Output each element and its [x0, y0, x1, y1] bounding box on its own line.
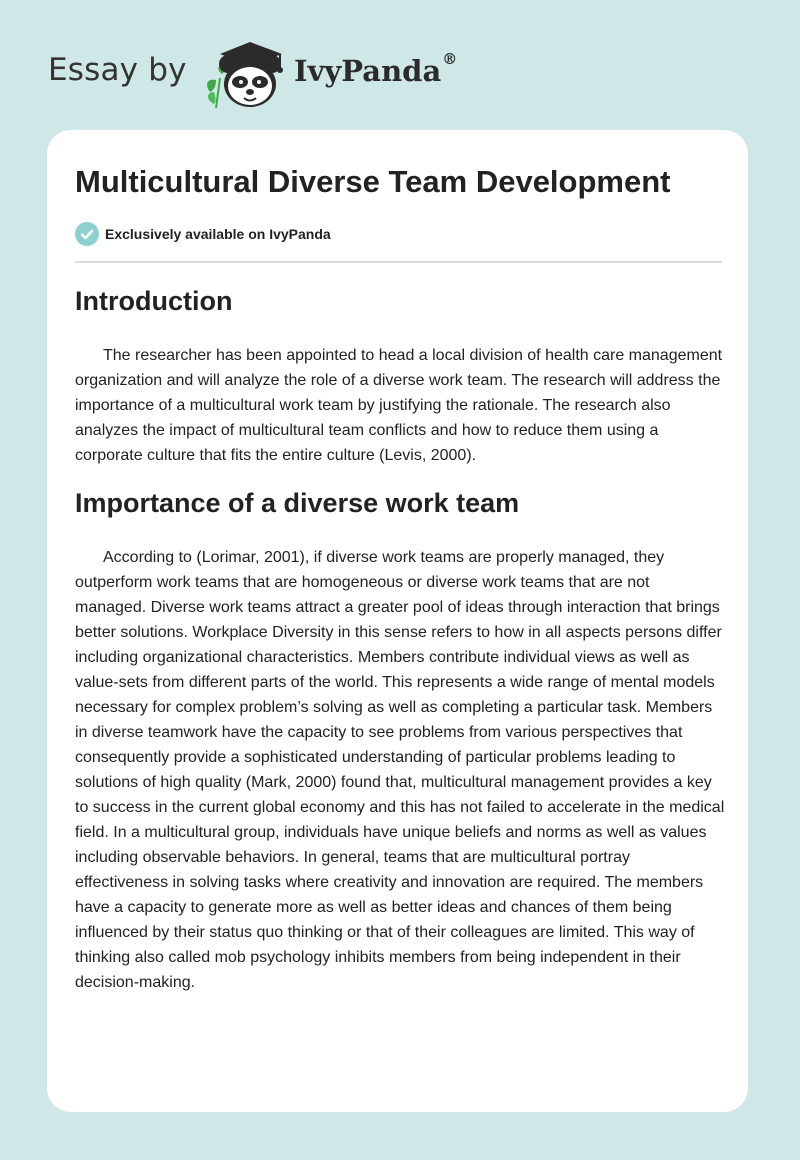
panda-logo-icon: [202, 34, 292, 110]
essay-title: Multicultural Diverse Team Development: [75, 164, 671, 199]
exclusive-badge-label: Exclusively available on IvyPanda: [105, 226, 331, 242]
registered-mark: ®: [442, 50, 458, 68]
exclusive-badge: [75, 222, 331, 246]
section-body-importance: According to (Lorimar, 2001), if diverse work teams are properly managed, they outperform work teams that are homogeneous or diverse work teams that are not managed. Diverse work teams attract a greater pool of ideas through interaction that brings better solutions. Workplace Diversity in this sense refers to how in all aspects persons differ including organizational characteristics. Members contribute individual views as well as value-sets from different parts of the world. This represents a wide range of mental models necessary for complex problem’s solving as well as completing a particular task. Members in diverse teamwork have the capacity to see problems from various perspectives that consequently provide a sophisticated understanding of particular problems leading to solutions of high quality (Mark, 2000) found that, multicultural management provides a key to success in the current global economy and this has not failed to accelerate in the medical field. In a multicultural group, individuals have unique beliefs and norms as well as values including observable behaviors. In general, teams that are multicultural portray effectiveness in solving tasks where creativity and innovation are required. The members have a capacity to generate more as well as better ideas and chances of them being influenced by their status quo thinking or that of their colleagues are limited. This way of thinking also called mob psychology inhibits members from being independent in their decision-making.: [75, 549, 725, 991]
section-heading-importance: Importance of a diverse work team: [75, 488, 520, 518]
title-divider: [75, 261, 722, 263]
brand-name-text: IvyPanda: [294, 54, 442, 88]
brand-name: [294, 50, 458, 88]
section-heading-introduction: Introduction: [75, 286, 233, 316]
essay-card: [47, 130, 748, 1112]
section-body-introduction: The researcher has been appointed to head a local division of health care management organization and will analyze the role of a diverse work team. The research will address the importance of a multicultural work team by justifying the rationale. The research also analyzes the impact of multicultural team conflicts and how to reduce them using a corporate culture that fits the entire culture (Levis, 2000).: [75, 347, 723, 464]
brand-header[interactable]: [48, 34, 508, 114]
brand-prefix: Essay by: [48, 52, 187, 88]
check-circle-icon: [75, 222, 99, 246]
